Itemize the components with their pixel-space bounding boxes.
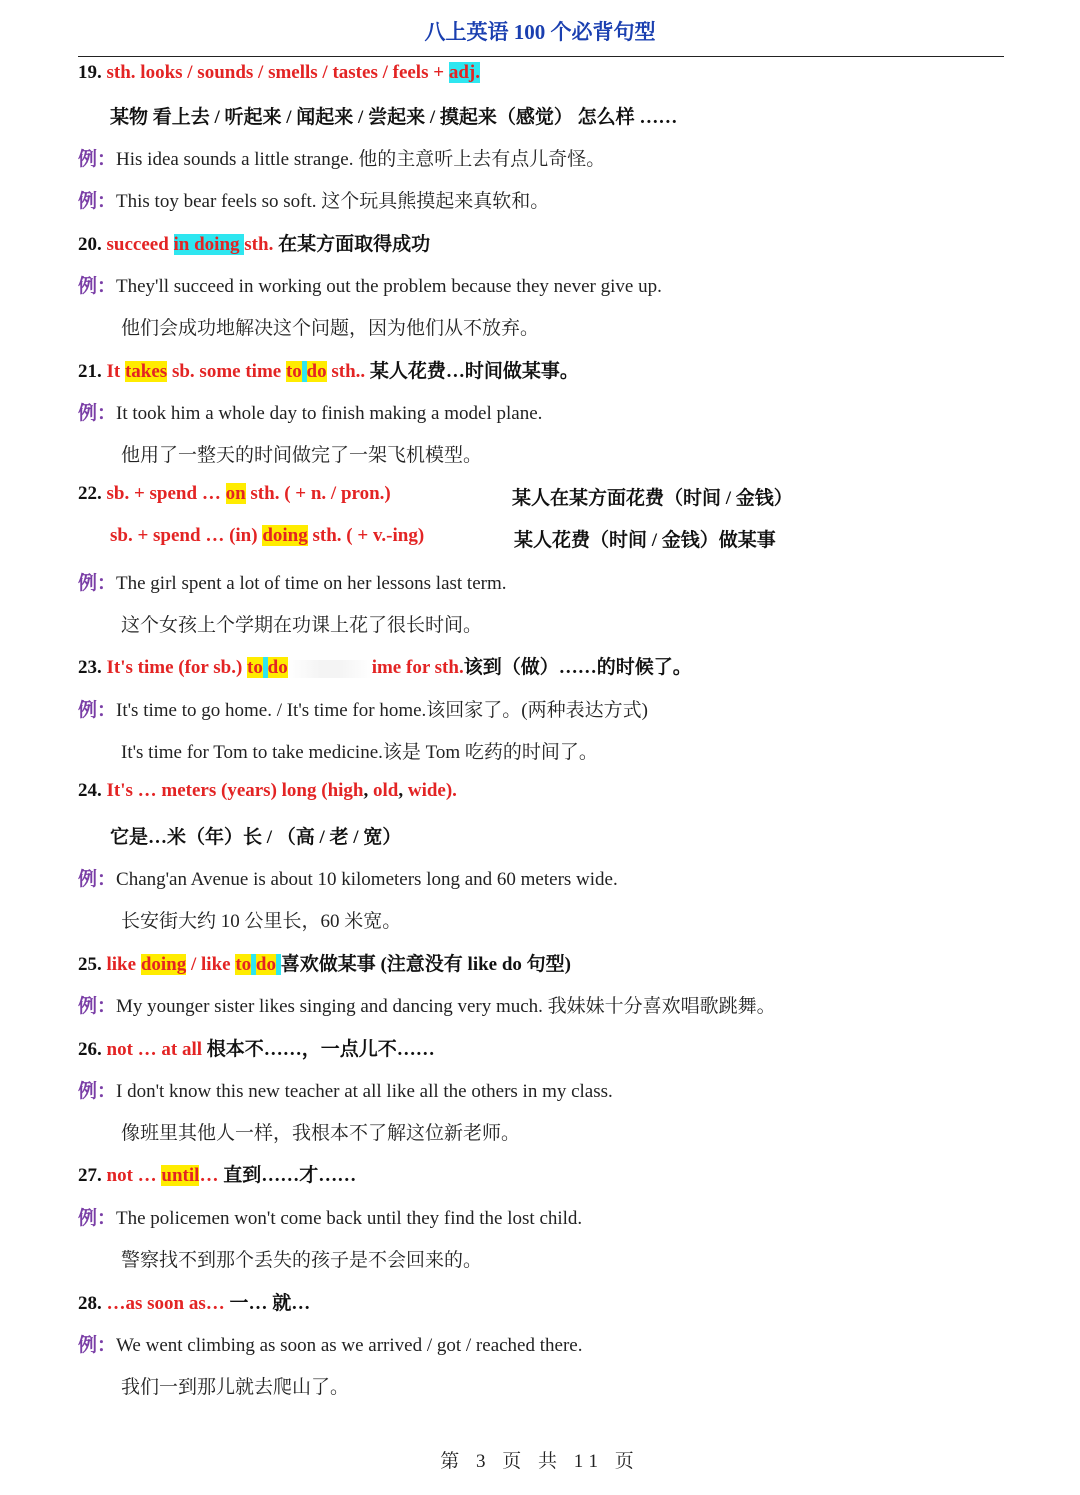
pattern-text: sth. ( + n. / pron.): [245, 483, 391, 504]
pattern-highlight: to: [285, 361, 302, 382]
pattern-punct: ,: [363, 780, 373, 801]
example-22-translation: 这个女孩上个学期在功课上花了很长时间。: [121, 615, 483, 636]
example-24-translation: 长安街大约 10 公里长，60 米宽。: [121, 911, 402, 932]
example-label: 例：: [78, 276, 117, 297]
pattern-24: [78, 780, 457, 802]
example-27-translation: 警察找不到那个丢失的孩子是不会回来的。: [121, 1250, 483, 1271]
pattern-meaning: 喜欢做某事 (注意没有 like do 句型): [280, 954, 572, 975]
example-text: This toy bear feels so soft. 这个玩具熊摸起来真软和。: [116, 191, 550, 212]
example-text: I don't know this new teacher at all like all the others in my class.: [116, 1081, 613, 1102]
pattern-meaning: 一… 就…: [224, 1293, 311, 1314]
pattern-text: succeed: [106, 234, 174, 255]
pattern-text: It's time (for sb.): [106, 657, 248, 678]
example-label: 例：: [78, 996, 117, 1017]
example-20-translation: 他们会成功地解决这个问题，因为他们从不放弃。: [121, 318, 540, 339]
pattern-highlight: to: [247, 657, 263, 678]
item-number: 27.: [78, 1165, 102, 1186]
pattern-highlight: do: [255, 954, 276, 975]
pattern-meaning: 该到（做）……的时候了。: [463, 657, 692, 678]
item-number: 24.: [78, 780, 102, 801]
pattern-28: [78, 1288, 310, 1315]
pattern-22-b-meaning: 某人花费（时间 / 金钱）做某事: [514, 530, 776, 551]
example-text: The policemen won't come back until they find the lost child.: [116, 1208, 583, 1229]
pattern-meaning: 某人花费…时间做某事。: [365, 361, 579, 382]
example-label: 例：: [78, 403, 117, 424]
pattern-highlight: [263, 657, 268, 678]
pattern-27: [78, 1160, 356, 1187]
pattern-text: sb. + spend … (in): [110, 525, 263, 546]
pattern-26: [78, 1034, 435, 1061]
example-text: They'll succeed in working out the problem because they never give up.: [116, 276, 662, 297]
pattern-text: …as soon as…: [106, 1293, 225, 1314]
example-27: [78, 1203, 582, 1230]
item-number: 26.: [78, 1039, 102, 1060]
example-21-translation: 他用了一整天的时间做完了一架飞机模型。: [121, 445, 483, 466]
pattern-highlight: [302, 361, 307, 382]
pattern-25: [78, 949, 571, 976]
example-text: It's time to go home. / It's time for home.该回家了。(两种表达方式): [116, 700, 648, 721]
example-label: 例：: [78, 700, 117, 721]
example-text: Chang'an Avenue is about 10 kilometers long and 60 meters wide.: [116, 869, 618, 890]
example-28-translation: 我们一到那儿就去爬山了。: [121, 1377, 350, 1398]
item-number: 23.: [78, 657, 102, 678]
header-divider: [78, 56, 1004, 57]
example-26: [78, 1076, 613, 1103]
example-text: The girl spent a lot of time on her lessons last term.: [116, 573, 507, 594]
example-23: [78, 695, 648, 722]
pattern-highlight: until: [161, 1165, 200, 1186]
pattern-21: [78, 356, 579, 383]
example-20: [78, 271, 662, 298]
pattern-punct: ,: [398, 780, 408, 801]
pattern-text: It: [106, 361, 125, 382]
pattern-highlight: adj.: [448, 62, 480, 83]
example-21: [78, 398, 542, 425]
example-28: [78, 1330, 582, 1357]
pattern-highlight: doing: [262, 525, 308, 546]
item-number: 20.: [78, 234, 102, 255]
example-label: 例：: [78, 149, 117, 170]
pattern-highlight: doing: [140, 954, 187, 975]
pattern-meaning: 根本不……，一点儿不……: [202, 1039, 435, 1060]
pattern-19: [78, 62, 480, 84]
pattern-highlight: do: [306, 361, 327, 382]
page-number: 第 3 页 共 11 页: [440, 1451, 640, 1472]
pattern-text: sb. + spend …: [106, 483, 226, 504]
example-22: [78, 568, 507, 595]
pattern-meaning: 直到……才……: [218, 1165, 357, 1186]
pattern-text: ime for sth.: [371, 657, 464, 678]
item-number: 22.: [78, 483, 102, 504]
example-text: His idea sounds a little strange. 他的主意听上去有点儿奇怪。: [116, 149, 606, 170]
pattern-highlight: do: [267, 657, 288, 678]
pattern-text: sth. ( + v.-ing): [307, 525, 425, 546]
example-label: 例：: [78, 869, 117, 890]
pattern-text: old: [373, 780, 399, 801]
item-number: 28.: [78, 1293, 102, 1314]
example-25: [78, 991, 776, 1018]
pattern-text: sth. looks / sounds / smells / tastes / feels +: [106, 62, 449, 83]
example-24: [78, 864, 618, 891]
pattern-24-meaning: 它是…米（年）长 / （高 / 老 / 宽）: [110, 827, 402, 848]
pattern-highlight: to: [235, 954, 252, 975]
pattern-text: It's … meters (years) long (high: [106, 780, 364, 801]
example-text: It took him a whole day to finish making a model plane.: [116, 403, 543, 424]
pattern-meaning: 在某方面取得成功: [273, 234, 431, 255]
example-label: 例：: [78, 1081, 117, 1102]
pattern-text: sb. some time: [167, 361, 286, 382]
page-title: 八上英语 100 个必背句型: [424, 20, 656, 44]
pattern-text: …: [199, 1165, 219, 1186]
example-label: 例：: [78, 191, 117, 212]
pattern-22-a-meaning: 某人在某方面花费（时间 / 金钱）: [512, 488, 793, 509]
example-text: My younger sister likes singing and dancing very much. 我妹妹十分喜欢唱歌跳舞。: [116, 996, 776, 1017]
pattern-text: sth..: [326, 361, 366, 382]
example-label: 例：: [78, 573, 117, 594]
watermark-smudge: [288, 660, 372, 678]
example-23-2: It's time for Tom to take medicine.该是 Tom 吃药的时间了。: [121, 742, 598, 763]
pattern-23: [78, 652, 692, 679]
example-label: 例：: [78, 1335, 117, 1356]
pattern-22-a: [78, 483, 391, 505]
example-label: 例：: [78, 1208, 117, 1229]
pattern-22-b: [110, 525, 424, 547]
pattern-20: [78, 229, 430, 256]
pattern-highlight: on: [225, 483, 246, 504]
item-number: 21.: [78, 361, 102, 382]
pattern-text: / like: [186, 954, 236, 975]
example-19-2: [78, 186, 549, 213]
example-26-translation: 像班里其他人一样，我根本不了解这位新老师。: [121, 1123, 521, 1144]
example-19-1: [78, 144, 605, 171]
pattern-text: not …: [106, 1165, 162, 1186]
item-number: 19.: [78, 62, 102, 83]
pattern-text: not … at all: [106, 1039, 203, 1060]
item-number: 25.: [78, 954, 102, 975]
pattern-highlight: takes: [124, 361, 168, 382]
pattern-19-meaning: 某物 看上去 / 听起来 / 闻起来 / 尝起来 / 摸起来（感觉） 怎么样 ……: [110, 107, 678, 128]
pattern-text: like: [106, 954, 141, 975]
pattern-text: sth.: [244, 234, 274, 255]
pattern-text: wide).: [407, 780, 457, 801]
example-text: We went climbing as soon as we arrived / got / reached there.: [116, 1335, 583, 1356]
pattern-highlight: in doing: [173, 234, 245, 255]
